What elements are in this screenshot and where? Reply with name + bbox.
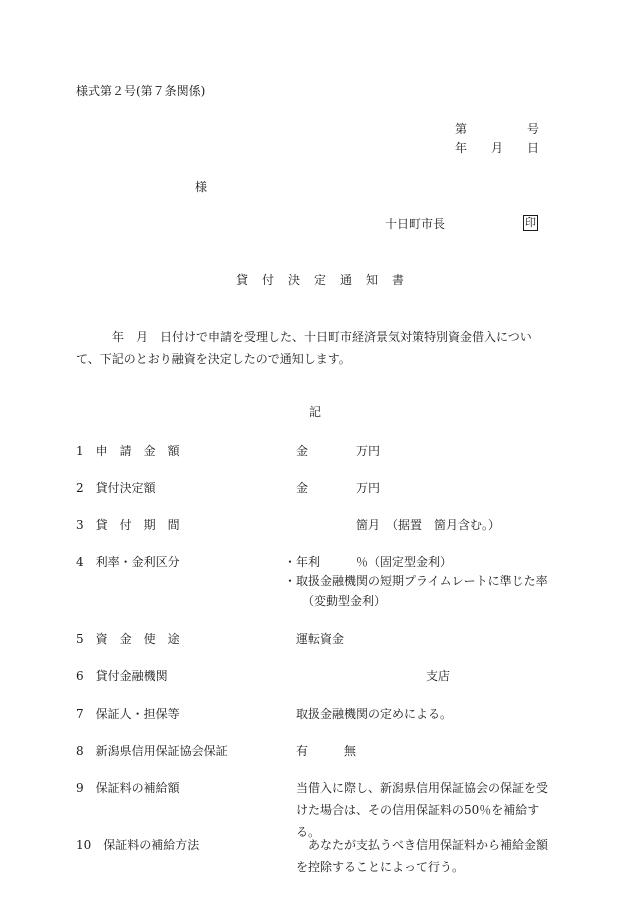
item-7-value: 取扱金融機関の定めによる。 (296, 707, 453, 721)
item-3-label: 3 貸 付 期 間 (76, 518, 180, 532)
item-8-no: 無 (344, 744, 357, 758)
date-year: 年 (455, 141, 468, 155)
item-7-label: 7 保証人・担保等 (76, 707, 180, 721)
addressee-suffix: 様 (195, 180, 208, 194)
item-3-value: 箇月 （据置 箇月含む。） (356, 518, 501, 532)
item-10-value: あなたが支払うべき信用保証料から補給金額を控除することによって行う。 (296, 838, 549, 874)
date-day: 日 (527, 141, 540, 155)
ki-heading: 記 (309, 405, 322, 419)
item-9-value: 当借入に際し、新潟県信用保証協会の保証を受けた場合は、その信用保証料の50％を補給する。 (296, 781, 549, 839)
seal-label: 印 (525, 216, 536, 229)
date-month: 月 (491, 141, 504, 155)
document-title: 貸 付 決 定 通 知 書 (236, 273, 406, 287)
number-go: 号 (527, 122, 540, 136)
item-6-value: 支店 (426, 669, 451, 683)
item-4-label: 4 利率・金利区分 (76, 555, 180, 569)
item-9-label: 9 保証料の補給額 (76, 781, 180, 795)
item-5-value: 運転資金 (296, 632, 345, 646)
seal-mark (523, 215, 538, 231)
item-4-value-line2: ・取扱金融機関の短期プライムレートに準じた率 (284, 574, 548, 588)
item-1-value: 金 万円 (296, 444, 381, 458)
item-6-label: 6 貸付金融機関 (76, 669, 168, 683)
issuer-name: 十日町市長 (385, 217, 446, 231)
body-paragraph: 年 月 日付けで申請を受理した、十日町市経済景気対策特別資金借入について、下記のとおり融資を決定したので通知します。 (76, 330, 532, 366)
form-number: 様式第２号(第７条関係) (76, 84, 206, 98)
item-5-label: 5 資 金 使 途 (76, 632, 180, 646)
item-4-value-line3: （変動型金利） (302, 594, 387, 608)
item-2-value: 金 万円 (296, 481, 381, 495)
number-dai: 第 (455, 122, 468, 136)
item-4-value-line1: ・年利 ％（固定型金利） (284, 555, 453, 569)
item-8-label: 8 新潟県信用保証協会保証 (76, 744, 228, 758)
item-2-label: 2 貸付決定額 (76, 481, 156, 495)
item-8-yes: 有 (296, 744, 309, 758)
item-1-label: 1 申 請 金 額 (76, 444, 180, 458)
item-10-label: 10 保証料の補給方法 (76, 838, 200, 852)
